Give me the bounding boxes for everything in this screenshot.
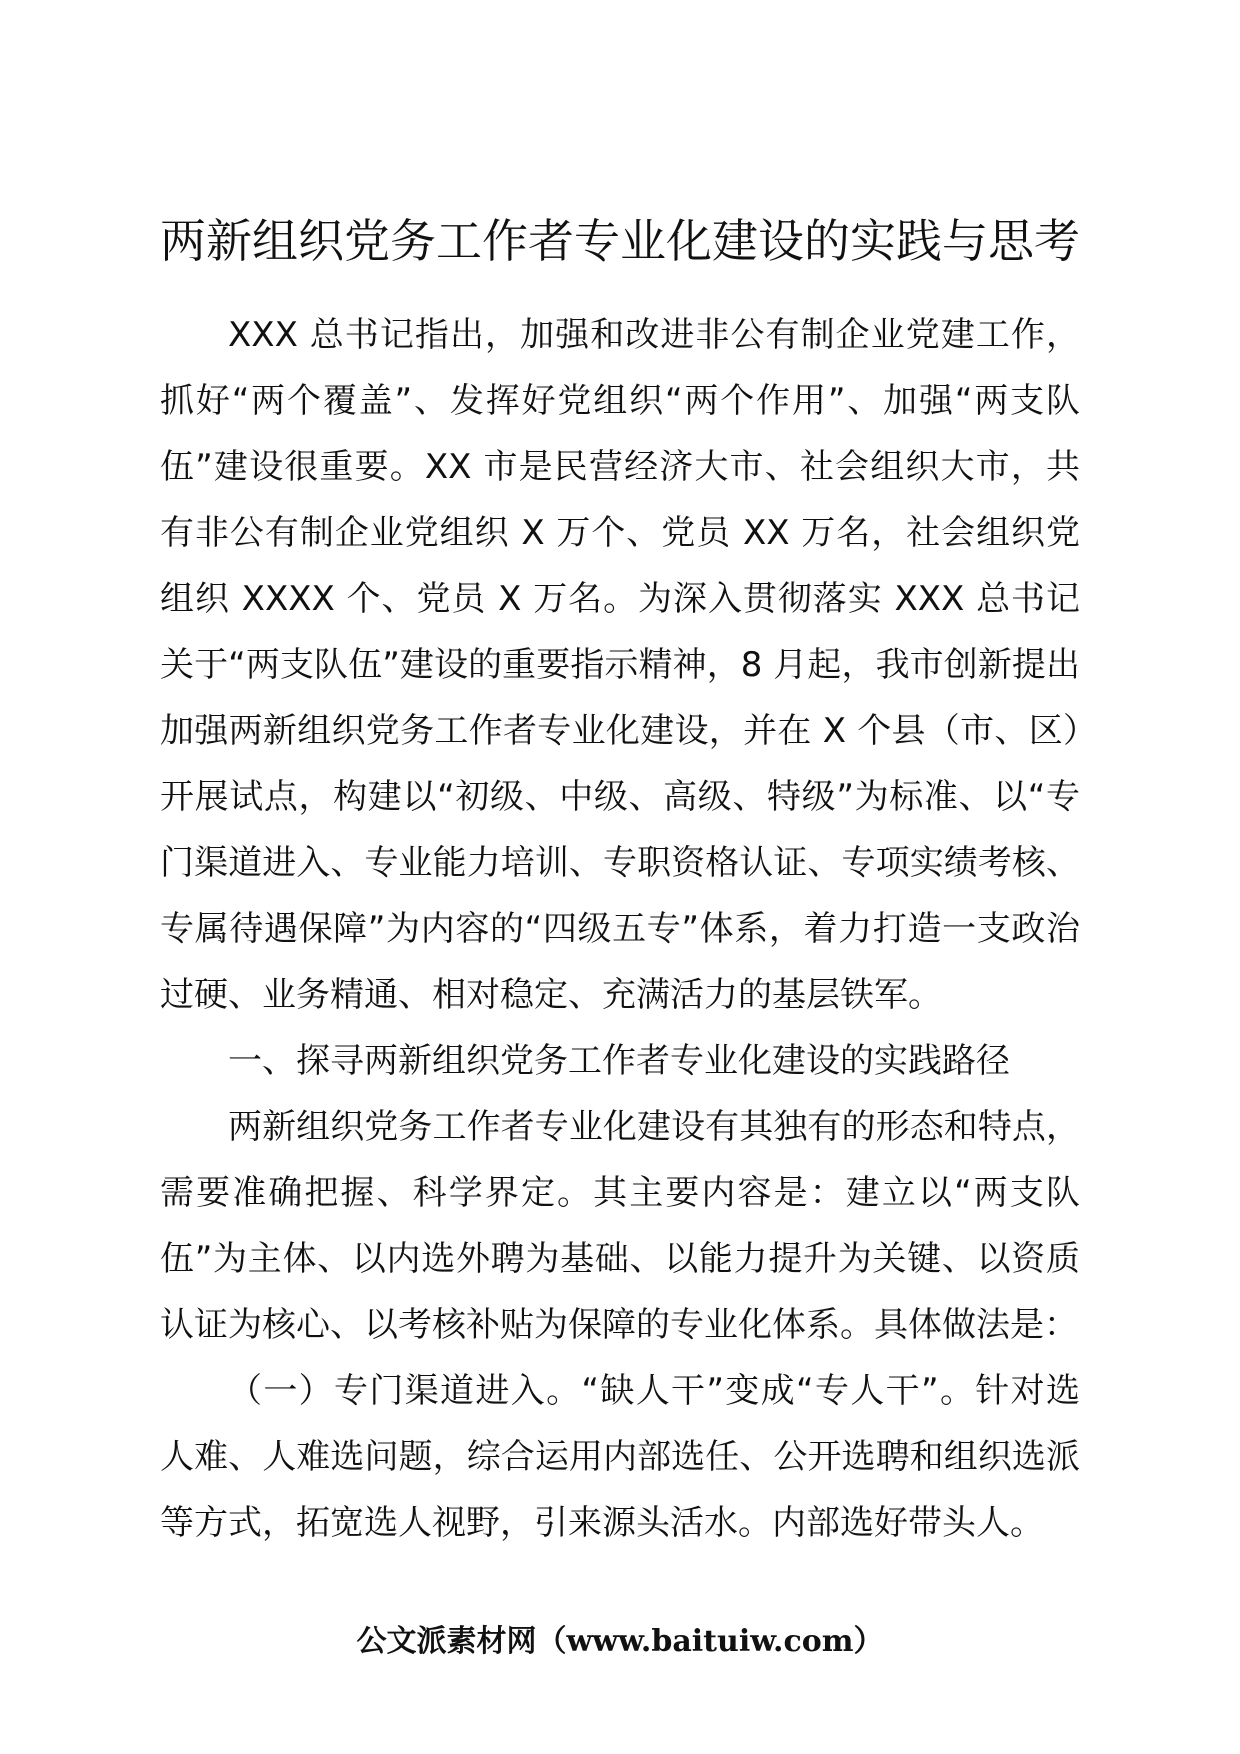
section-intro-paragraph: 两新组织党务工作者专业化建设有其独有的形态和特点，需要准确把握、科学界定。其主要内容是：建立以“两支队伍”为主体、以内选外聘为基础、以能力提升为关键、以资质认证为核心、以考核补贴为保障的专业化体系。具体做法是： [160, 1107, 1080, 1345]
subsection-paragraph: （一）专门渠道进入。“缺人干”变成“专人干”。针对选人难、人难选问题，综合运用内部选任、公开选聘和组织选派等方式，拓宽选人视野，引来源头活水。内部选好带头人。 [160, 1371, 1080, 1543]
document-title: 两新组织党务工作者专业化建设的实践与思考 [160, 214, 1080, 268]
intro-paragraph: XXX 总书记指出，加强和改进非公有制企业党建工作，抓好“两个覆盖”、发挥好党组织“两个作用”、加强“两支队伍”建设很重要。XX 市是民营经济大市、社会组织大市，共有非公有制企业党组织 X 万个、党员 XX 万名，社会组织党组织 XXXX 个、党员 X 万名。为深入贯彻落实 XXX 总书记关于“两支队伍”建设的重要指示精神，8 月起，我市创新提出加强两新组织党务工作者专业化建设，并在 X 个县（市、区）开展试点，构建以“初级、中级、高级、特级”为标准、以“专门渠道进入、专业能力培训、专职资格认证、专项实绩考核、专属待遇保障”为内容的“四级五专”体系，着力打造一支政治过硬、业务精通、相对稳定、充满活力的基层铁军。 [160, 315, 1080, 1015]
footer-watermark: 公文派素材网（www.baituiw.com） [356, 1624, 884, 1659]
section-heading: 一、探寻两新组织党务工作者专业化建设的实践路径 [228, 1041, 1010, 1081]
document-body [160, 302, 1080, 1556]
